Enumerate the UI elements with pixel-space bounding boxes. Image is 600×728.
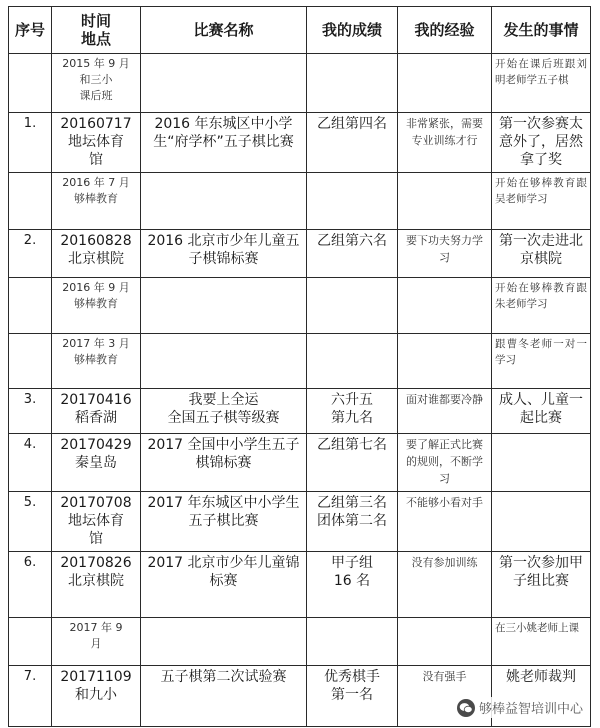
row-date-place: 2016 年 7 月 够棒教育: [52, 173, 141, 230]
row-event: 开始在课后班跟刘明老师学五子棋: [492, 54, 591, 113]
row-competition-name: 我要上全运 全国五子棋等级赛: [141, 389, 307, 434]
row-event: [492, 492, 591, 552]
row-result: 六升五 第九名: [307, 389, 398, 434]
row-result: 乙组第六名: [307, 230, 398, 278]
header-date-place: [52, 7, 141, 54]
competition-record-table: [8, 6, 591, 727]
table-row: [9, 389, 591, 434]
row-seq: 3.: [9, 389, 52, 434]
row-experience: [398, 54, 492, 113]
table-row: [9, 230, 591, 278]
row-experience: 面对谁都要冷静: [398, 389, 492, 434]
row-competition-name: [141, 173, 307, 230]
row-result: [307, 334, 398, 389]
row-date-place: 2016 年 9 月 够棒教育: [52, 278, 141, 334]
row-competition-name: 2017 北京市少年儿童锦标赛: [141, 552, 307, 618]
row-result: [307, 618, 398, 666]
row-experience: [398, 334, 492, 389]
table-row: [9, 492, 591, 552]
row-event: 第一次参加甲子组比赛: [492, 552, 591, 618]
table-row: [9, 113, 591, 173]
row-seq: [9, 54, 52, 113]
row-experience: [398, 173, 492, 230]
table-row: [9, 552, 591, 618]
header-row: [9, 7, 591, 54]
row-experience: [398, 278, 492, 334]
row-result: 甲子组 16 名: [307, 552, 398, 618]
row-date-place: 2017 年 3 月 够棒教育: [52, 334, 141, 389]
row-date-place: 20160717 地坛体育 馆: [52, 113, 141, 173]
row-date-place: 2017 年 9 月: [52, 618, 141, 666]
row-seq: [9, 618, 52, 666]
header-date-place-line: 地点: [80, 30, 111, 48]
row-seq: 7.: [9, 666, 52, 727]
header-competition-name: 比赛名称: [141, 7, 307, 54]
row-date-place: 2015 年 9 月 和三小 课后班: [52, 54, 141, 113]
wechat-icon: [457, 699, 475, 717]
row-competition-name: [141, 618, 307, 666]
table-row: [9, 278, 591, 334]
row-seq: 5.: [9, 492, 52, 552]
row-event: 成人、儿童一起比赛: [492, 389, 591, 434]
row-competition-name: [141, 334, 307, 389]
row-competition-name: 2017 年东城区中小学生五子棋比赛: [141, 492, 307, 552]
row-result: 乙组第三名 团体第二名: [307, 492, 398, 552]
header-seq: 序号: [9, 7, 52, 54]
row-result: 乙组第七名: [307, 434, 398, 492]
watermark: [454, 697, 586, 718]
row-competition-name: 五子棋第二次试验赛: [141, 666, 307, 727]
row-competition-name: 2017 全国中小学生五子棋锦标赛: [141, 434, 307, 492]
row-seq: [9, 278, 52, 334]
table-row: [9, 434, 591, 492]
row-seq: [9, 334, 52, 389]
row-seq: 4.: [9, 434, 52, 492]
header-result: 我的成绩: [307, 7, 398, 54]
row-experience: 没有强手: [398, 666, 492, 727]
row-date-place: 20170826 北京棋院: [52, 552, 141, 618]
table-row: [9, 54, 591, 113]
row-experience: 没有参加训练: [398, 552, 492, 618]
row-result: 乙组第四名: [307, 113, 398, 173]
row-competition-name: 2016 年东城区中小学生“府学杯”五子棋比赛: [141, 113, 307, 173]
table-row: [9, 334, 591, 389]
row-seq: 6.: [9, 552, 52, 618]
row-seq: 2.: [9, 230, 52, 278]
row-competition-name: [141, 278, 307, 334]
header-events: 发生的事情: [492, 7, 591, 54]
row-event: 开始在够棒教育跟吴老师学习: [492, 173, 591, 230]
row-date-place: 20170416 稻香湖: [52, 389, 141, 434]
row-event: 第一次参赛太意外了，居然拿了奖: [492, 113, 591, 173]
row-event: 跟曹冬老师一对一学习: [492, 334, 591, 389]
row-date-place: 20170429 秦皇岛: [52, 434, 141, 492]
row-event: 第一次走进北京棋院: [492, 230, 591, 278]
table-row: [9, 173, 591, 230]
row-competition-name: [141, 54, 307, 113]
row-experience: 要了解正式比赛的规则，不断学习: [398, 434, 492, 492]
row-event: 姚老师裁判: [492, 666, 591, 727]
watermark-text: 够棒益智培训中心: [478, 702, 583, 717]
header-date-place-line: 时间: [80, 12, 111, 30]
row-result: [307, 54, 398, 113]
row-experience: 不能够小看对手: [398, 492, 492, 552]
row-event: 开始在够棒教育跟朱老师学习: [492, 278, 591, 334]
row-competition-name: 2016 北京市少年儿童五子棋锦标赛: [141, 230, 307, 278]
row-result: 优秀棋手 第一名: [307, 666, 398, 727]
row-seq: 1.: [9, 113, 52, 173]
row-date-place: 20160828 北京棋院: [52, 230, 141, 278]
row-result: [307, 173, 398, 230]
row-event: 在三小姚老师上课: [492, 618, 591, 666]
row-date-place: 20170708 地坛体育 馆: [52, 492, 141, 552]
row-experience: 非常紧张，需要专业训练才行: [398, 113, 492, 173]
row-date-place: 20171109 和九小: [52, 666, 141, 727]
row-result: [307, 278, 398, 334]
row-seq: [9, 173, 52, 230]
row-experience: 要下功夫努力学习: [398, 230, 492, 278]
table-row: [9, 618, 591, 666]
row-experience: [398, 618, 492, 666]
row-event: [492, 434, 591, 492]
header-experience: 我的经验: [398, 7, 492, 54]
